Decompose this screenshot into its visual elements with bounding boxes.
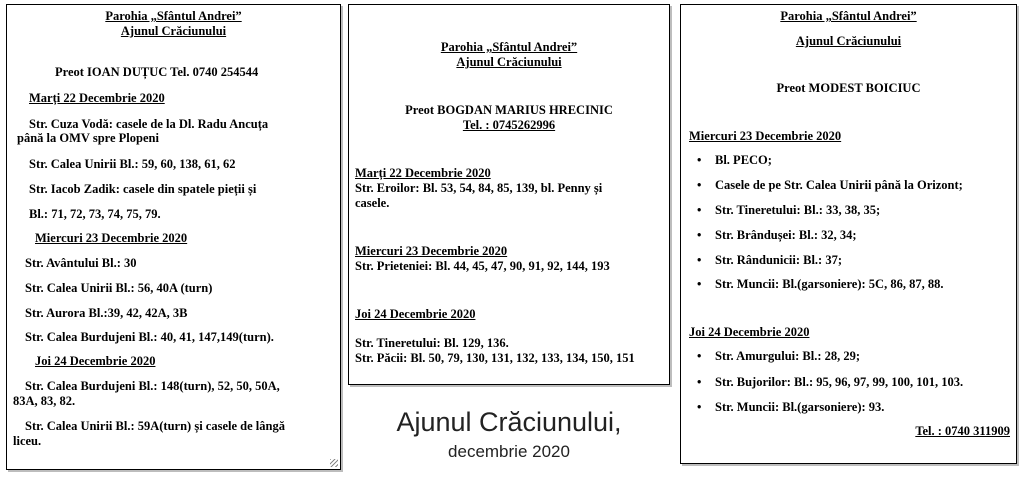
list-item: • Str. Muncii: Bl.(garsoniere): 5C, 86, 87, 88. xyxy=(715,277,943,292)
list-item: • Str. Muncii: Bl.(garsoniere): 93. xyxy=(715,400,884,415)
priest-info: Preot MODEST BOICIUC xyxy=(776,81,921,95)
list-item: • Bl. PECO; xyxy=(715,153,772,168)
day-heading: Marți 22 Decembrie 2020 xyxy=(355,166,491,180)
street-line: 83A, 83, 82. xyxy=(13,394,76,408)
street-line: Str. Păcii: Bl. 50, 79, 130, 131, 132, 133, 134, 150, 151 xyxy=(355,351,635,365)
day-heading: Joi 24 Decembrie 2020 xyxy=(355,307,476,321)
day-heading: Miercuri 23 Decembrie 2020 xyxy=(35,231,188,245)
schedule-panel-right xyxy=(680,4,1017,464)
event-title: Ajunul Crăciunului xyxy=(120,24,227,38)
caption-title: Ajunul Crăciunului, xyxy=(396,407,622,437)
list-item: • Str. Rândunicii: Bl.: 37; xyxy=(715,253,842,268)
street-line: liceu. xyxy=(13,434,42,448)
street-line: Str. Aurora Bl.:39, 42, 42A, 3B xyxy=(25,306,188,320)
street-line: Str. Calea Unirii Bl.: 59A(turn) și casele de lângă xyxy=(25,419,285,433)
event-title: Ajunul Crăciunului xyxy=(795,34,902,48)
day-heading: Joi 24 Decembrie 2020 xyxy=(689,325,810,339)
list-item: • Str. Tineretului: Bl.: 33, 38, 35; xyxy=(715,203,880,218)
priest-phone: Tel. : 0745262996 xyxy=(462,118,556,132)
street-line: Str. Prieteniei: Bl. 44, 45, 47, 90, 91, 92, 144, 193 xyxy=(355,259,610,273)
list-item: • Str. Brândușei: Bl.: 32, 34; xyxy=(715,228,857,243)
schedule-panel-left xyxy=(6,4,341,470)
street-line: până la OMV spre Plopeni xyxy=(17,131,159,145)
street-line: casele. xyxy=(355,196,390,210)
day-heading: Joi 24 Decembrie 2020 xyxy=(35,354,156,368)
schedule-panel-middle xyxy=(348,4,670,385)
street-line: Str. Avântului Bl.: 30 xyxy=(25,256,137,270)
caption-date: decembrie 2020 xyxy=(448,442,570,461)
street-line: Str. Iacob Zadik: casele din spatele pieții și xyxy=(29,182,257,196)
parish-name: Parohia „Sfântul Andrei” xyxy=(440,40,578,54)
street-line: Str. Cuza Vodă: casele de la Dl. Radu Ancuța xyxy=(29,117,269,131)
resize-handle[interactable] xyxy=(330,459,338,467)
priest-info: Preot IOAN DUȚUC Tel. 0740 254544 xyxy=(55,65,259,79)
day-heading: Miercuri 23 Decembrie 2020 xyxy=(355,244,508,258)
list-item: • Casele de pe Str. Calea Unirii până la Orizont; xyxy=(715,178,963,193)
day-heading: Miercuri 23 Decembrie 2020 xyxy=(689,129,842,143)
street-line: Bl.: 71, 72, 73, 74, 75, 79. xyxy=(29,207,161,221)
street-line: Str. Calea Unirii Bl.: 59, 60, 138, 61, 62 xyxy=(29,157,236,171)
street-line: Str. Calea Burdujeni Bl.: 40, 41, 147,149(turn). xyxy=(25,330,274,344)
street-line: Str. Calea Burdujeni Bl.: 148(turn), 52, 50, 50A, xyxy=(25,379,280,393)
priest-phone: Tel. : 0740 311909 xyxy=(915,424,1010,438)
event-title: Ajunul Crăciunului xyxy=(456,55,562,69)
street-line: Str. Eroilor: Bl. 53, 54, 84, 85, 139, bl. Penny și xyxy=(355,181,603,195)
street-line: Str. Calea Unirii Bl.: 56, 40A (turn) xyxy=(25,281,213,295)
list-item: • Str. Amurgului: Bl.: 28, 29; xyxy=(715,349,860,364)
priest-info: Preot BOGDAN MARIUS HRECINIC xyxy=(405,103,613,117)
list-item: • Str. Bujorilor: Bl.: 95, 96, 97, 99, 100, 101, 103. xyxy=(715,375,963,390)
street-line: Str. Tineretului: Bl. 129, 136. xyxy=(355,336,509,350)
parish-name: Parohia „Sfântul Andrei” xyxy=(105,9,242,23)
day-heading: Marți 22 Decembrie 2020 xyxy=(29,91,165,105)
parish-name: Parohia „Sfântul Andrei” xyxy=(780,9,917,23)
